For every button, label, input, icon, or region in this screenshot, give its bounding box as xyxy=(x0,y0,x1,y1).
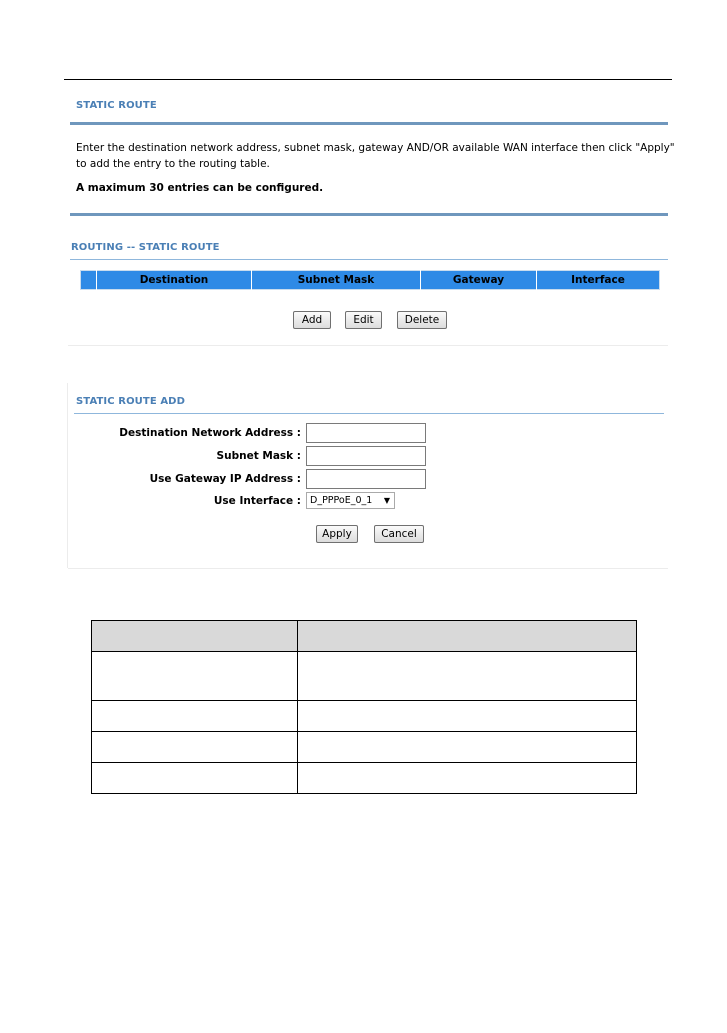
edit-button[interactable]: Edit xyxy=(345,311,382,329)
column-interface: Interface xyxy=(537,271,660,290)
static-route-bottom-rule xyxy=(70,213,668,216)
description-cell xyxy=(92,701,298,732)
interface-label: Use Interface : xyxy=(213,495,301,507)
description-cell xyxy=(92,652,298,701)
gateway-input[interactable] xyxy=(306,469,426,489)
add-button[interactable]: Add xyxy=(293,311,331,329)
cancel-button[interactable]: Cancel xyxy=(374,525,424,543)
description-table-header xyxy=(92,621,637,652)
destination-label: Destination Network Address : xyxy=(119,427,301,439)
delete-button[interactable]: Delete xyxy=(397,311,447,329)
add-panel-bottom-edge xyxy=(68,568,668,569)
routing-title-rule xyxy=(70,259,668,260)
chevron-down-icon: ▼ xyxy=(383,496,390,505)
description-table-row xyxy=(92,763,637,794)
column-destination: Destination xyxy=(97,271,252,290)
description-table-row xyxy=(92,701,637,732)
description-cell xyxy=(298,701,637,732)
column-gateway: Gateway xyxy=(421,271,537,290)
add-panel-left-edge xyxy=(67,383,68,568)
destination-input[interactable] xyxy=(306,423,426,443)
description-cell xyxy=(298,732,637,763)
static-route-top-rule xyxy=(70,122,668,125)
description-cell xyxy=(298,652,637,701)
add-title-rule xyxy=(74,413,664,414)
description-cell xyxy=(298,763,637,794)
interface-select-value: D_PPPoE_0_1 xyxy=(310,495,373,506)
description-cell xyxy=(92,732,298,763)
description-cell xyxy=(92,763,298,794)
gateway-label: Use Gateway IP Address : xyxy=(149,473,301,485)
subnet-mask-label: Subnet Mask : xyxy=(216,450,301,462)
static-route-title: STATIC ROUTE xyxy=(76,100,157,111)
interface-select[interactable] xyxy=(306,492,395,509)
column-subnet-mask: Subnet Mask xyxy=(252,271,421,290)
apply-button[interactable]: Apply xyxy=(316,525,358,543)
description-header-cell xyxy=(92,621,298,652)
column-select xyxy=(81,271,97,290)
page-top-rule xyxy=(64,79,672,80)
description-table-row xyxy=(92,652,637,701)
route-table-header xyxy=(81,271,660,290)
subnet-mask-input[interactable] xyxy=(306,446,426,466)
routing-static-route-title: ROUTING -- STATIC ROUTE xyxy=(71,242,220,253)
static-route-intro: Enter the destination network address, subnet mask, gateway AND/OR available WAN interface then click "Apply" to add the entry to the routing table. xyxy=(76,142,675,170)
description-table xyxy=(91,620,637,794)
description-header-cell xyxy=(298,621,637,652)
max-entries-note: A maximum 30 entries can be configured. xyxy=(76,182,324,194)
static-route-add-title: STATIC ROUTE ADD xyxy=(76,396,185,407)
route-table xyxy=(80,270,660,290)
routing-panel-divider xyxy=(68,345,668,346)
description-table-row xyxy=(92,732,637,763)
